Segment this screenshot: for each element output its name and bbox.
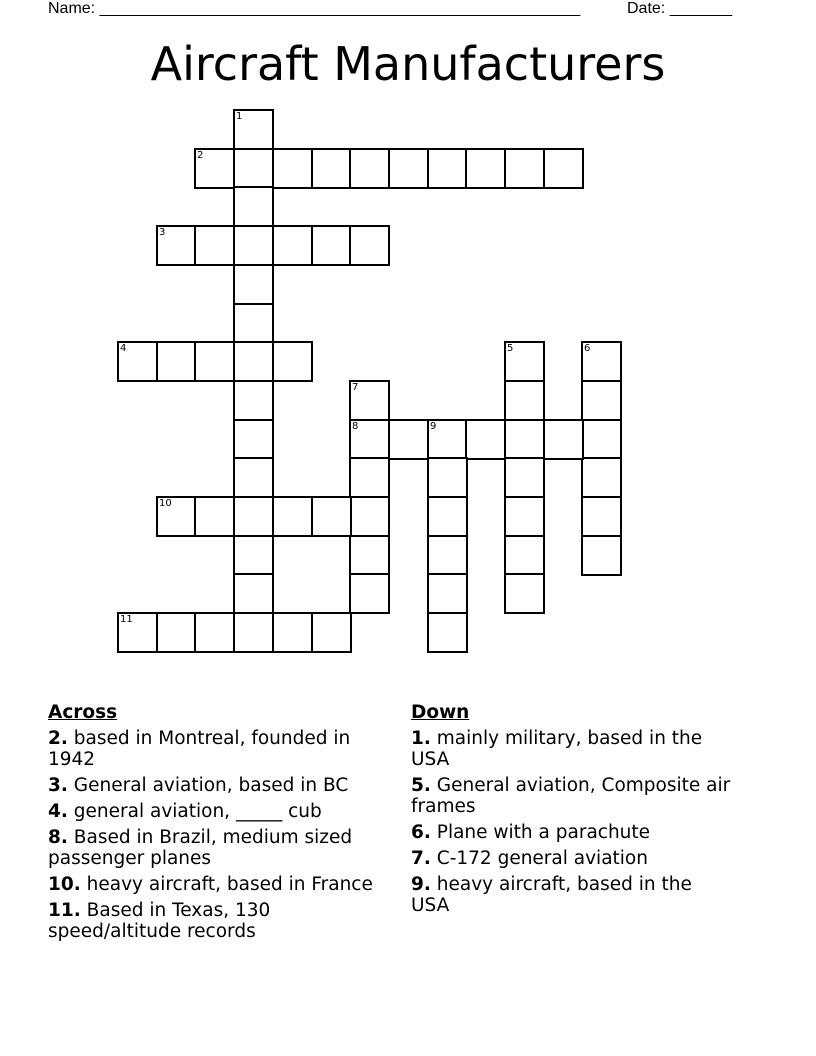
clue-number: 6. (411, 822, 431, 843)
grid-cell[interactable] (311, 496, 352, 537)
across-clue (48, 874, 398, 895)
grid-cell[interactable] (427, 535, 468, 576)
down-clue-list (411, 728, 731, 916)
clue-number: 11 (120, 614, 133, 625)
grid-cell[interactable] (504, 573, 545, 614)
grid-cell[interactable] (349, 148, 390, 189)
puzzle-title: Aircraft Manufacturers (150, 37, 666, 91)
grid-cell[interactable] (581, 341, 622, 382)
clue-number: 9. (411, 874, 431, 895)
grid-cell[interactable] (233, 186, 274, 227)
across-clue (48, 900, 398, 942)
clue-text: heavy aircraft, based in France (80, 874, 373, 895)
grid-cell[interactable] (233, 457, 274, 498)
grid-cell[interactable] (504, 457, 545, 498)
down-clue (411, 728, 731, 770)
grid-cell[interactable] (272, 148, 313, 189)
clue-text: General aviation, Composite air frames (411, 775, 731, 817)
across-clue-list (48, 728, 398, 942)
clue-text: mainly military, based in the USA (411, 728, 703, 770)
grid-cell[interactable] (543, 148, 584, 189)
grid-cell[interactable] (504, 419, 545, 460)
clue-number: 1. (411, 728, 431, 749)
grid-cell[interactable] (504, 380, 545, 421)
grid-cell[interactable] (581, 419, 622, 460)
grid-cell[interactable] (156, 496, 197, 537)
grid-cell[interactable] (194, 148, 235, 189)
grid-cell[interactable] (504, 496, 545, 537)
grid-cell[interactable] (349, 225, 390, 266)
grid-cell[interactable] (427, 612, 468, 653)
across-clue (48, 801, 398, 822)
clue-number: 7 (352, 382, 359, 393)
clue-number: 1 (236, 111, 243, 122)
grid-cell[interactable] (194, 225, 235, 266)
clue-number: 10 (159, 498, 172, 509)
grid-cell[interactable] (465, 148, 506, 189)
grid-cell[interactable] (581, 457, 622, 498)
grid-cell[interactable] (156, 225, 197, 266)
grid-cell[interactable] (233, 109, 274, 150)
grid-cell[interactable] (272, 225, 313, 266)
grid-cell[interactable] (156, 612, 197, 653)
down-clue (411, 775, 731, 817)
grid-cell[interactable] (233, 419, 274, 460)
grid-cell[interactable] (504, 341, 545, 382)
down-clue (411, 822, 731, 843)
across-clues (48, 702, 398, 947)
grid-cell[interactable] (233, 148, 274, 189)
grid-cell[interactable] (465, 419, 506, 460)
grid-cell[interactable] (233, 380, 274, 421)
grid-cell[interactable] (272, 341, 313, 382)
grid-cell[interactable] (388, 148, 429, 189)
grid-cell[interactable] (427, 419, 468, 460)
name-field-label: Name: ______________________________________________________ (48, 0, 581, 17)
grid-cell[interactable] (581, 380, 622, 421)
grid-cell[interactable] (311, 612, 352, 653)
grid-cell[interactable] (581, 535, 622, 576)
clue-text: General aviation, based in BC (67, 775, 349, 796)
grid-cell[interactable] (427, 496, 468, 537)
clue-text: heavy aircraft, based in the USA (411, 874, 692, 916)
clue-number: 3. (48, 775, 68, 796)
down-clue (411, 848, 731, 869)
clue-number: 10. (48, 874, 81, 895)
clue-text: based in Montreal, founded in 1942 (48, 728, 351, 770)
down-heading: Down (411, 702, 470, 723)
grid-cell[interactable] (233, 264, 274, 305)
clue-number: 9 (430, 421, 437, 432)
grid-cell[interactable] (233, 303, 274, 344)
clue-number: 8. (48, 827, 68, 848)
grid-cell[interactable] (427, 148, 468, 189)
clue-number: 5 (507, 343, 514, 354)
down-clues (411, 702, 731, 921)
grid-cell[interactable] (233, 496, 274, 537)
clue-number: 3 (159, 227, 166, 238)
grid-cell[interactable] (349, 419, 390, 460)
grid-cell[interactable] (233, 535, 274, 576)
grid-cell[interactable] (349, 535, 390, 576)
across-clue (48, 728, 398, 770)
grid-cell[interactable] (156, 341, 197, 382)
grid-cell[interactable] (311, 225, 352, 266)
clue-number: 4 (120, 343, 127, 354)
clue-text: general aviation, _____ cub (67, 801, 322, 822)
grid-cell[interactable] (233, 612, 274, 653)
grid-cell[interactable] (504, 535, 545, 576)
grid-cell[interactable] (233, 225, 274, 266)
grid-cell[interactable] (504, 148, 545, 189)
grid-cell[interactable] (349, 380, 390, 421)
grid-cell[interactable] (272, 496, 313, 537)
clue-text: Plane with a parachute (430, 822, 651, 843)
grid-cell[interactable] (233, 573, 274, 614)
clue-number: 2. (48, 728, 68, 749)
grid-cell[interactable] (349, 496, 390, 537)
grid-cell[interactable] (272, 612, 313, 653)
clue-number: 2 (197, 150, 204, 161)
grid-cell[interactable] (581, 496, 622, 537)
grid-cell[interactable] (194, 341, 235, 382)
clue-number: 5. (411, 775, 431, 796)
grid-cell[interactable] (427, 573, 468, 614)
clue-number: 11. (48, 900, 81, 921)
grid-cell[interactable] (543, 419, 584, 460)
clue-text: C-172 general aviation (430, 848, 648, 869)
clue-text: Based in Texas, 130 speed/altitude records (48, 900, 271, 942)
grid-cell[interactable] (349, 573, 390, 614)
clue-text: Based in Brazil, medium sized passenger planes (48, 827, 353, 869)
grid-cell[interactable] (194, 496, 235, 537)
clue-number: 6 (584, 343, 591, 354)
across-clue (48, 775, 398, 796)
grid-cell[interactable] (233, 341, 274, 382)
grid-cell[interactable] (117, 341, 158, 382)
clue-number: 7. (411, 848, 431, 869)
clue-number: 4. (48, 801, 68, 822)
grid-cell[interactable] (311, 148, 352, 189)
down-clue (411, 874, 731, 916)
grid-cell[interactable] (117, 612, 158, 653)
date-field-label: Date: _______ (627, 0, 732, 17)
across-clue (48, 827, 398, 869)
grid-cell[interactable] (388, 419, 429, 460)
across-heading: Across (48, 702, 118, 723)
clue-number: 8 (352, 421, 359, 432)
grid-cell[interactable] (349, 457, 390, 498)
grid-cell[interactable] (194, 612, 235, 653)
grid-cell[interactable] (427, 457, 468, 498)
